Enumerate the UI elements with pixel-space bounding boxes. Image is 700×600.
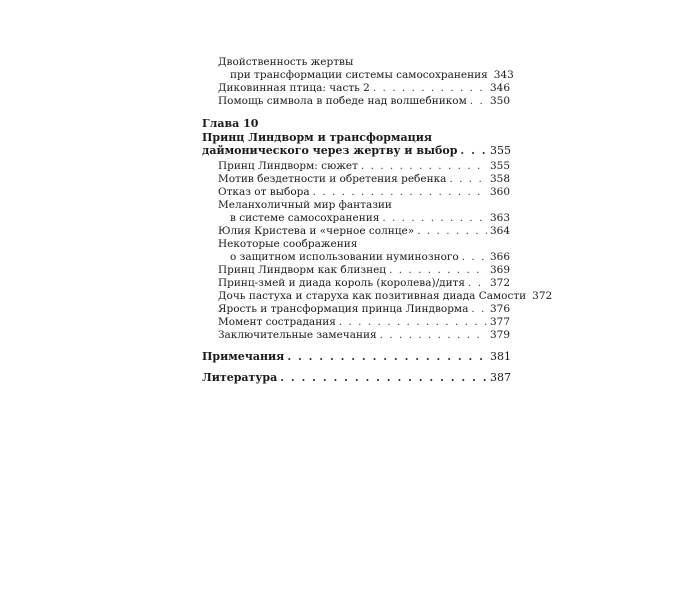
toc-section-notes — [202, 350, 511, 363]
toc-entry-title: Ярость и трансформация принца Линдворма — [218, 303, 469, 315]
table-of-contents — [202, 56, 553, 384]
toc-entry-title: Момент сострадания — [218, 316, 336, 328]
toc-entry — [202, 290, 553, 303]
toc-section-literature — [202, 371, 511, 384]
toc-entry-first-line: Некоторые соображения — [218, 238, 358, 250]
toc-entry-page: 358 — [490, 173, 511, 185]
toc-entry — [202, 264, 511, 277]
toc-entry-page: 350 — [490, 95, 511, 107]
toc-entry-first-line: Двойственность жертвы — [218, 56, 354, 68]
dot-leader — [280, 371, 487, 384]
toc-entry-page: 379 — [490, 329, 511, 341]
dot-leader — [380, 329, 487, 342]
dot-leader — [417, 225, 487, 238]
dot-leader — [389, 264, 487, 277]
chapter-label: Глава 10 — [202, 117, 259, 130]
dot-leader — [460, 144, 487, 157]
toc-entry-title: в системе самосохранения — [230, 212, 380, 224]
literature-title: Литература — [202, 371, 278, 384]
toc-entry-title: Принц Линдворм: сюжет — [218, 160, 358, 172]
toc-entry-page: 346 — [490, 82, 511, 94]
toc-entry-page: 343 — [493, 69, 514, 81]
toc-entry-title: Помощь символа в победе над волшебником — [218, 95, 467, 107]
toc-entry — [202, 186, 511, 199]
chapter-title-line2: даймонического через жертву и выбор — [202, 144, 458, 157]
toc-entry — [202, 160, 511, 173]
toc-entry-title: Заключительные замечания — [218, 329, 377, 341]
toc-entry-page: 372 — [490, 277, 511, 289]
toc-entry-page: 364 — [490, 225, 511, 237]
toc-entry — [202, 173, 511, 186]
notes-title: Примечания — [202, 350, 285, 363]
dot-leader — [339, 316, 487, 329]
toc-entry-page: 369 — [490, 264, 511, 276]
toc-entry-title: Мотив бездетности и обретения ребенка — [218, 173, 447, 185]
dot-leader — [382, 212, 487, 225]
literature-page: 387 — [490, 371, 511, 384]
toc-entry-page: 366 — [490, 251, 511, 263]
toc-entry-first-line: Меланхоличный мир фантазии — [218, 199, 392, 211]
dot-leader — [462, 251, 487, 264]
toc-entry-title: Диковинная птица: часть 2 — [218, 82, 370, 94]
chapter-page: 355 — [490, 144, 511, 157]
toc-entry — [202, 225, 511, 238]
toc-entry — [202, 69, 514, 82]
toc-entry-page: 360 — [490, 186, 511, 198]
toc-entry-page: 372 — [532, 290, 553, 302]
toc-entry-title: Юлия Кристева и «черное солнце» — [218, 225, 415, 237]
dot-leader — [313, 186, 487, 199]
toc-entry-page: 363 — [490, 212, 511, 224]
dot-leader — [471, 303, 487, 316]
toc-entry-title: при трансформации системы самосохранения — [230, 69, 488, 81]
toc-entry-title: Принц-змей и диада король (королева)/дитя — [218, 277, 466, 289]
dot-leader — [468, 277, 487, 290]
dot-leader — [470, 95, 487, 108]
toc-entry — [202, 212, 511, 225]
toc-entry — [202, 329, 511, 342]
toc-entry-title: Принц Линдворм как близнец — [218, 264, 387, 276]
dot-leader — [373, 82, 487, 95]
toc-entry-page: 377 — [490, 316, 511, 328]
chapter-title — [202, 144, 511, 157]
toc-entry — [202, 277, 511, 290]
toc-entry — [202, 82, 511, 95]
toc-entry — [202, 251, 511, 264]
notes-page: 381 — [490, 350, 511, 363]
toc-entry-page: 376 — [490, 303, 511, 315]
toc-entry-title: Дочь пастуха и старуха как позитивная диада Самости — [218, 290, 527, 302]
dot-leader — [287, 350, 487, 363]
toc-entry — [202, 316, 511, 329]
chapter-title-line1: Принц Линдворм и трансформация — [202, 131, 432, 144]
toc-entry-title: о защитном использовании нуминозного — [230, 251, 459, 263]
dot-leader — [449, 173, 487, 186]
toc-entry-title: Отказ от выбора — [218, 186, 310, 198]
toc-entry-page: 355 — [490, 160, 511, 172]
toc-entry — [202, 303, 511, 316]
dot-leader — [361, 160, 487, 173]
toc-entry — [202, 95, 511, 108]
